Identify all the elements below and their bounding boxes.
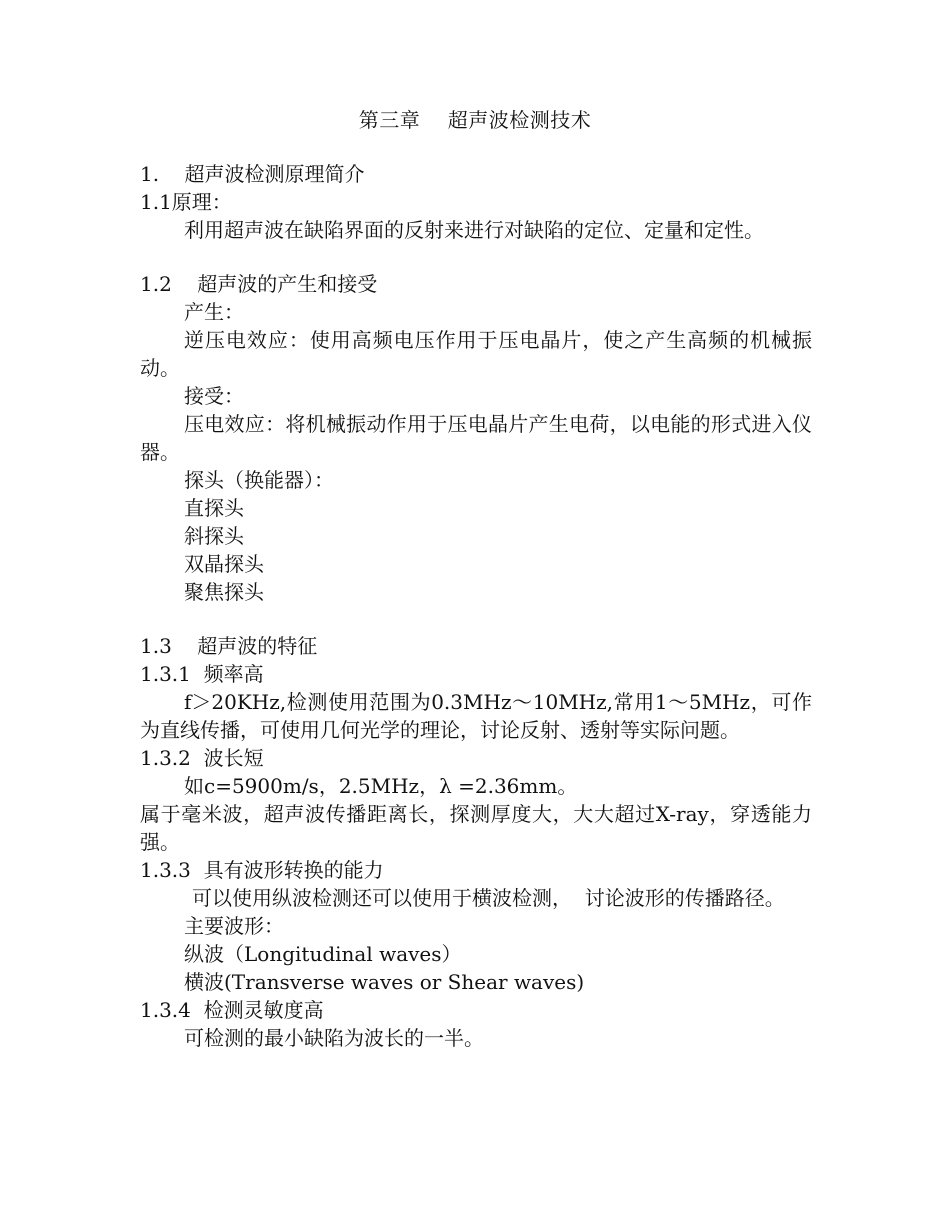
spacer [140, 244, 812, 270]
paragraph: 逆压电效应：使用高频电压作用于压电晶片，使之产生高频的机械振动。 [140, 328, 812, 380]
spacer [140, 606, 812, 632]
subsection-heading: 1.1原理： [140, 190, 232, 214]
list-item: 聚焦探头 [184, 580, 264, 604]
list-item: 纵波（Longitudinal waves） [184, 942, 462, 966]
paragraph: 如c=5900m/s，2.5MHz，λ =2.36mm。 [184, 774, 578, 798]
subsection-heading: 1.3.4 检测灵敏度高 [140, 998, 324, 1022]
label: 探头（换能器）： [184, 468, 334, 492]
subsection-heading: 1.3 超声波的特征 [140, 634, 318, 658]
section-heading: 1. 超声波检测原理简介 [140, 162, 365, 186]
subsection-heading: 1.2 超声波的产生和接受 [140, 272, 378, 296]
list-item: 直探头 [184, 496, 244, 520]
subsection-heading: 1.3.3 具有波形转换的能力 [140, 858, 384, 882]
paragraph: f＞20KHz,检测使用范围为0.3MHz～10MHz,常用1～5MHz，可作为直线传播，可使用几何光学的理论，讨论反射、透射等实际问题。 [140, 690, 812, 742]
paragraph: 属于毫米波，超声波传播距离长，探测厚度大，大大超过X-ray，穿透能力强。 [140, 802, 812, 854]
list-item: 斜探头 [184, 524, 244, 548]
paragraph: 压电效应：将机械振动作用于压电晶片产生电荷，以电能的形式进入仪器。 [140, 412, 812, 464]
subsection-heading: 1.3.1 频率高 [140, 662, 264, 686]
label: 主要波形： [184, 914, 284, 938]
label: 接受： [184, 384, 244, 408]
chapter-title: 第三章 超声波检测技术 [358, 108, 592, 132]
label: 产生： [184, 300, 244, 324]
list-item: 横波(Transverse waves or Shear waves) [184, 970, 585, 994]
paragraph: 可检测的最小缺陷为波长的一半。 [184, 1026, 484, 1050]
document-body [140, 160, 812, 1052]
paragraph: 利用超声波在缺陷界面的反射来进行对缺陷的定位、定量和定性。 [184, 218, 764, 242]
subsection-heading: 1.3.2 波长短 [140, 746, 264, 770]
list-item: 双晶探头 [184, 552, 264, 576]
paragraph: 可以使用纵波检测还可以使用于横波检测， 讨论波形的传播路径。 [192, 886, 785, 910]
